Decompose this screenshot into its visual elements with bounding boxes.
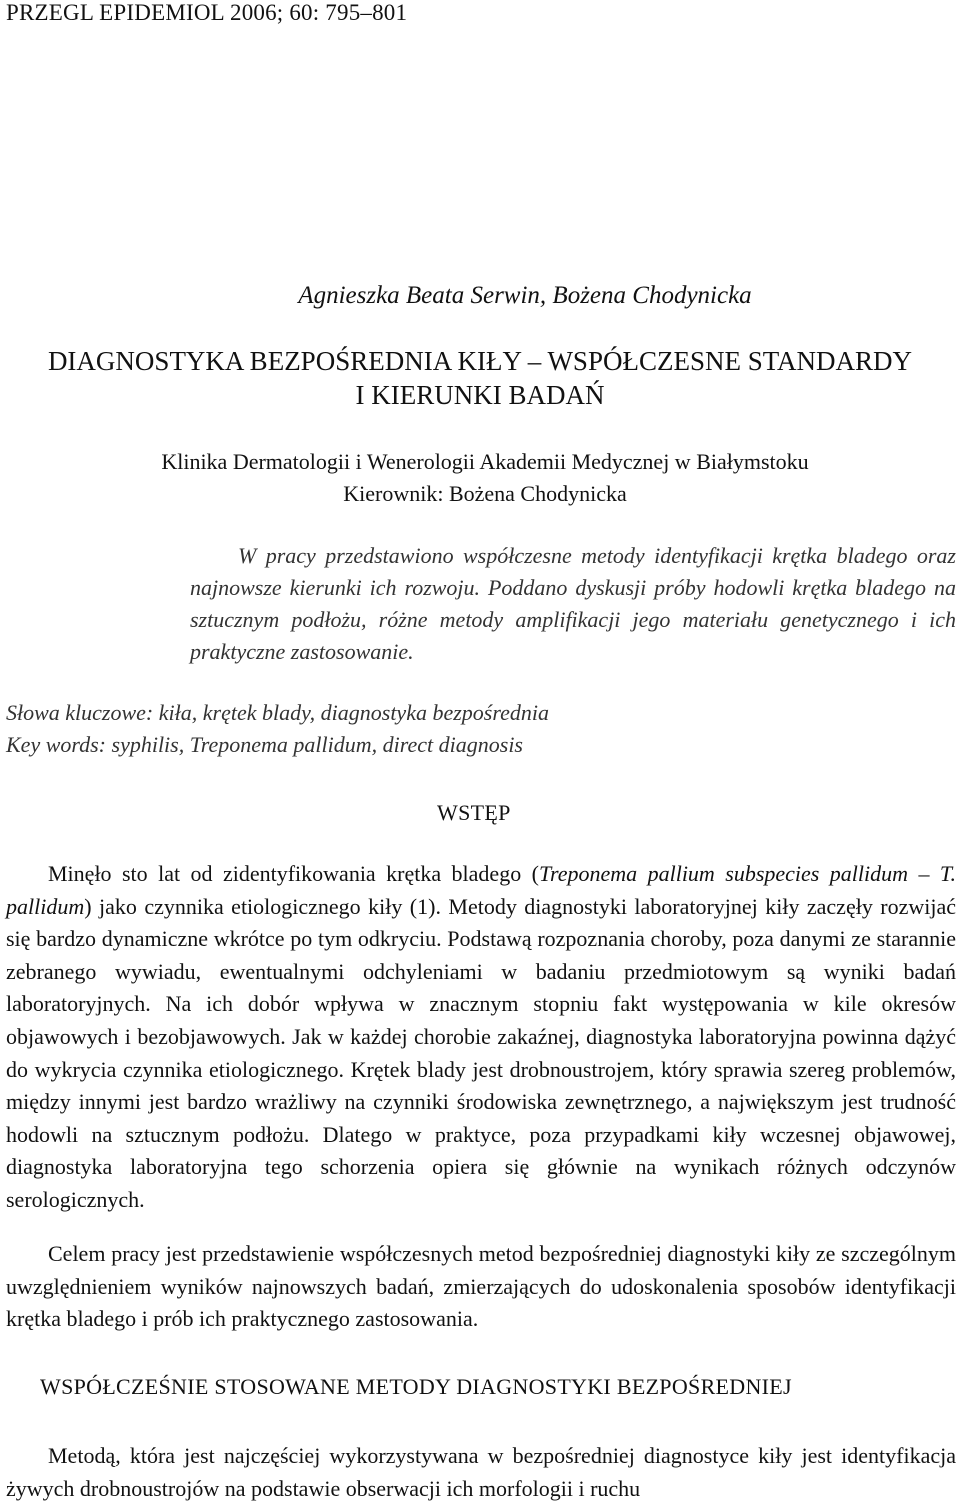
article-title — [0, 344, 960, 412]
intro-paragraph-1 — [6, 858, 956, 1217]
affiliation: Klinika Dermatologii i Wenerologii Akademii Medycznej w Białymstoku — [161, 449, 809, 474]
intro-p1-latin-name: Treponema pallium subspecies pallidum – T. pallidum — [6, 861, 957, 919]
methods-paragraph-1: Metodą, która jest najczęściej wykorzystywana w bezpośredniej diagnostyce kiły jest identyfikacja żywych drobnoustrojów na podstawie obserwacji ich morfologii i ruchu — [6, 1443, 956, 1501]
abstract: W pracy przedstawiono współczesne metody identyfikacji krętka bladego oraz najnowsze kierunki ich rozwoju. Poddano dyskusji próby hodowli krętka bladego na sztucznym podłożu, różne metody amplifikacji jego materiału genetycznego i ich praktyczne zastosowanie. — [190, 543, 956, 664]
title-line-1: DIAGNOSTYKA BEZPOŚREDNIA KIŁY – WSPÓŁCZESNE STANDARDY — [47, 346, 913, 376]
keywords-polish: Słowa kluczowe: kiła, krętek blady, diagnostyka bezpośrednia — [6, 700, 549, 725]
department-head: Kierownik: Bożena Chodynicka — [343, 481, 627, 506]
intro-p1-text-a: Minęło sto lat od zidentyfikowania krętka bladego ( — [48, 861, 539, 886]
section-heading-intro: WSTĘP — [437, 800, 511, 825]
keywords-block — [6, 697, 549, 761]
title-line-2: I KIERUNKI BADAŃ — [355, 380, 605, 410]
affiliation-block — [0, 446, 960, 510]
section-heading-methods: WSPÓŁCZEŚNIE STOSOWANE METODY DIAGNOSTYKI BEZPOŚREDNIEJ — [40, 1374, 792, 1399]
intro-paragraph-2: Celem pracy jest przedstawienie współczesnych metod bezpośredniej diagnostyki kiły ze szczególnym uwzględnieniem wyników najnowszych badań, zmierzających do udoskonalenia sposobów identyfikacji krętka bladego i prób ich praktycznego zastosowania. — [6, 1241, 956, 1332]
journal-header: PRZEGL EPIDEMIOL 2006; 60: 795–801 — [6, 0, 408, 25]
keywords-english: Key words: syphilis, Treponema pallidum, direct diagnosis — [6, 732, 523, 757]
intro-p1-text-b: ) jako czynnika etiologicznego kiły (1). Metody diagnostyki laboratoryjnej kiły zaczęły rozwijać się bardzo dynamiczne wkrótce po tym odkryciu. Podstawą rozpoznania choroby, poza danymi ze starannie zebranego wywiadu, ewentualnymi odchyleniami w badaniu przedmiotowym są wyniki badań laboratoryjnych. Na ich dobór wpływa w znacznym stopniu fakt występowania w kile okresów objawowych i bezobjawowych. Jak w każdej chorobie zakaźnej, diagnostyka laboratoryjna powinna dążyć do wykrycia czynnika etiologicznego. Krętek blady jest drobnoustrojem, który sprawia szereg problemów, między innymi jest bardzo wrażliwy na czynniki środowiska zewnętrznego, a największym jest trudność hodowli na sztucznym podłożu. Dlatego w praktyce, poza przypadkami kiły wczesnej objawowej, diagnostyka laboratoryjna tego schorzenia opiera się głównie na wynikach różnych odczynów serologicznych. — [6, 893, 956, 1212]
article-authors: Agnieszka Beata Serwin, Bożena Chodynicka — [298, 282, 752, 309]
